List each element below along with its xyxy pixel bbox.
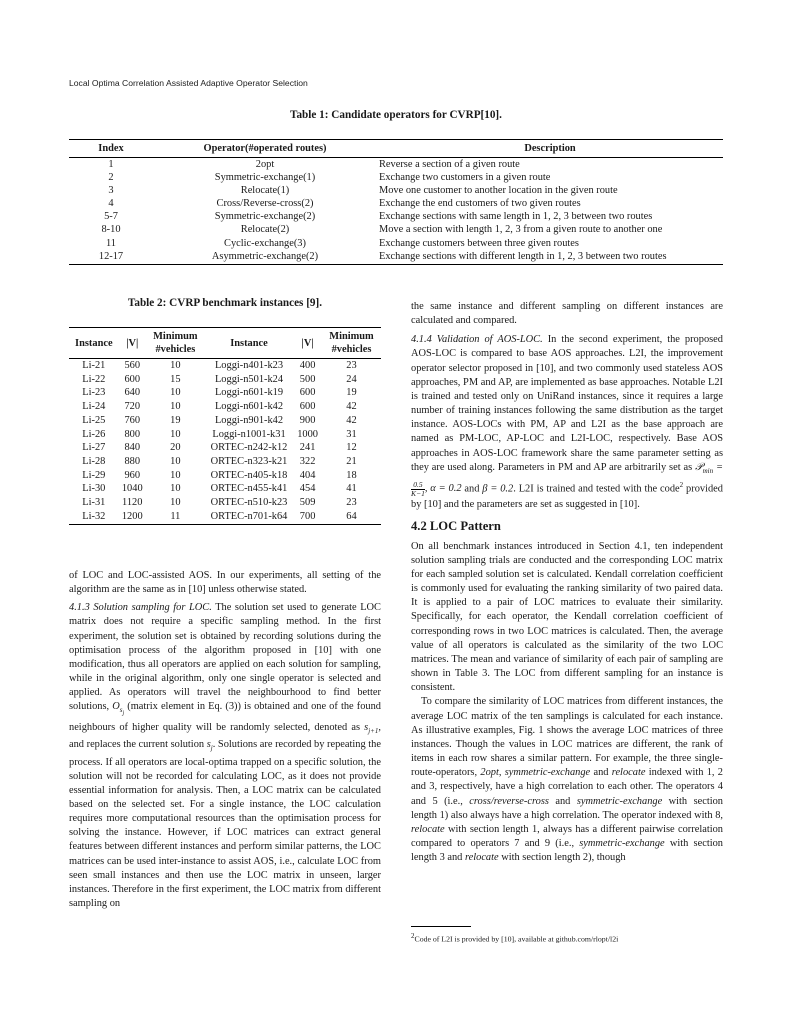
paragraph-text: with section length 3 and [411,837,723,864]
table2-cell: 600 [299,387,316,399]
paragraph-text: To compare the similarity of LOC matrices from different instances, the average LOC matrix of the ten samplings is calculated for each instance. As illustrative examples, Fig. 1 shows the average LOC matrices of three instances. Though the values in LOC matrices are different, the rank of items in each row shares a similar pattern. For example, the three single-route-operators, [411,696,723,779]
table2-cell: 509 [299,497,316,509]
table1-cell: Move one customer to another location in the given route [379,185,618,197]
table2-cell: ORTEC-n701-k64 [205,510,293,525]
table1-cell: 2opt [255,159,275,170]
fraction-denominator: K−1 [411,488,425,498]
table2-cell: 500 [299,373,316,385]
table2-cell: 700 [293,510,322,525]
table2-cell: Li-31 [82,497,106,509]
table2-cell: Loggi-n501-k24 [214,373,284,385]
table2-caption: Table 2: CVRP benchmark instances [9]. [127,297,323,309]
table2-cell: 241 [299,442,316,454]
table2-cell: 600 [124,373,141,385]
table2-cell: 720 [124,401,141,413]
footnote-mark: 2 [411,932,415,940]
table2-cell: ORTEC-n455-k41 [210,483,288,495]
table2-cell: Li-21 [82,360,106,371]
table2-cell: 23 [346,360,357,371]
table1-cell: Symmetric-exchange(1) [214,172,316,184]
operator-name: symmetric-exchange [576,795,663,807]
section-4-1-3 [69,601,381,911]
footnote-text: Code of L2I is provided by [10], available at github.com/rlopt/l2i [414,934,619,944]
table2-cell: 42 [346,414,357,426]
footnote [411,932,618,944]
table2-cell: 560 [124,360,141,371]
table1-cell: 5-7 [104,211,118,223]
operator-name: symmetric-exchange [504,767,591,779]
table2-cell: 24 [346,373,357,385]
math-sub: min [702,466,714,475]
table2-row [69,441,381,455]
table1-cell: 11 [105,237,116,249]
table2-cell: 840 [124,442,141,454]
table1-row [69,158,723,172]
table1-caption: Table 1: Candidate operators for CVRP[10]. [290,109,502,121]
table1-header-row [69,140,723,158]
table2-cell: 454 [299,483,316,495]
table2-cell: 10 [170,483,181,495]
table1-header-cell: Operator(#operated routes) [153,140,377,158]
footnote-mark: 2 [679,480,684,489]
section-4-2-paragraph: On all benchmark instances introduced in Section 4.1, ten independent solution sampling trials are conducted and the corresponding LOC matrix for each sampled solution set is calculated. Kendall correlation coefficient is commonly used for evaluating the ranking similarity of two paired data. It is applied to a pair of LOC matrices to evaluate their similarity. Specifically, for each operator, the Kendall correlation coefficient of corresponding rows in two LOC matrices is calculated. Then, the average value of all operators is calculated as the similarity of the two LOC matrices. The mean and variance of similarity of each pair of sampling are shown in Table 3. The LOC from different sampling for an instance is consistent. [411,540,723,694]
math-sub: j [210,744,213,753]
table2-cell: Li-27 [82,442,106,454]
paragraph-text: indexed with 1, 2 and 3, respectively, have a high correlation to each other. The operators 4 and 5 (i.e., [411,767,724,807]
operator-name: symmetric-exchange [579,837,665,849]
operator-name: cross/reverse-cross [469,795,549,807]
table2-cell: 10 [170,497,181,509]
table2-cell: Loggi-n1001-k31 [212,428,286,440]
table2-cell: 900 [299,414,316,426]
table1-row [69,171,723,184]
table1-row [69,237,723,250]
math-inline [112,701,125,717]
paragraph-text: . L2I is trained and tested with the code [513,483,680,495]
operator-name: relocate [611,767,646,779]
math-sub: s [119,706,123,715]
table2-cell: 19 [346,387,357,399]
operator-name: relocate [411,823,445,835]
table2-cell: 960 [124,469,141,481]
table1-cell: 8-10 [101,224,121,236]
table2-cell: Li-28 [82,455,106,467]
table1-cell: Exchange customers between three given routes [379,237,579,249]
footnote-rule [411,926,471,927]
left-paragraph: of LOC and LOC-assisted AOS. In our experiments, all setting of the algorithm are the same as in [10] unless otherwise stated. [69,570,381,596]
table2-row [69,386,381,400]
table2-row [69,455,381,469]
table2-cell: 20 [170,442,181,454]
math-symbol: s [206,739,211,751]
section-4-2-paragraph [411,695,723,865]
paragraph-text: provided by [10] and the parameters are set as suggested in [10]. [411,483,723,510]
operator-name: relocate [464,852,499,864]
table2 [69,327,381,525]
table1-row [69,223,723,236]
table2-cell: 1040 [121,483,143,495]
table2-cell: Loggi-n601-k19 [214,387,284,399]
paragraph-text: In the second experiment, the proposed AOS-LOC is compared to base AOS approaches. L2I, the improvement operator selector proposed in [10], and two commonly used stateless AOS approaches, PM and AP, are implemented as base approaches. Notable L2I is trained and tested only on UniRand instances, since it requires a large number of training instances following the same distribution as the target instance. AOS-LOCs with PM, AP and L2I as the base approach are named as PM-LOC, AP-LOC and L2I-LOC, respectively. Base AOS approaches in AOS-LOC framework share the same parameter setting as they are used along. Parameters in PM and AP are arbitrarily set as [411,334,723,473]
paragraph-text: , [498,767,505,779]
table2-cell: Li-23 [82,387,106,399]
table2-cell: ORTEC-n242-k12 [210,442,288,454]
table2-cell: 10 [170,401,181,413]
table1 [69,139,723,265]
paragraph-text: with section length 1, always has a different pairwise correlation compared to operators 7 and 9 (i.e., [411,823,723,849]
math-symbol: s [364,722,369,734]
table1-cell: Exchange sections with different length in 1, 2, 3 between two routes [377,250,723,265]
left-column [69,569,381,911]
right-paragraph: the same instance and different sampling on different instances are calculated and compared. [411,301,723,327]
table1-cell: 4 [108,198,114,210]
table1-row [69,184,723,197]
table2-cell: ORTEC-n510-k23 [210,497,288,509]
paragraph-text: with section length 1) also always have a high correlation. The operator indexed with 8, [411,795,723,821]
table1-cell: Cross/Reverse-cross(2) [216,198,314,210]
paragraph-text: . Solutions are recorded by repeating the process. If all operators are local-optima trapped on a specific solution, the solution will not be recorded for calculating LOC, as it does not provide essential information for analysis. Then, a LOC matrix can be calculated based on the selected set. For a single instance, the LOC calculation requires more computational resources than the optimisation process for solving the instance. However, if LOC matrices can extract general features between different instances and perform similar patterns, the LOC matrices can be used inter-instance to assist AOS, i.e., calculate LOC from seen small instances and then use the LOC matrix in unseen, larger instances. Therefore in the first experiment, the LOC matrix from different sampling on [69,739,381,910]
table2-row [69,373,381,387]
table2-row [69,482,381,496]
table1-cell: 3 [108,185,114,197]
table2-cell: 10 [170,469,181,481]
table2-row [69,359,381,373]
section-4-1-4 [411,333,723,511]
table2-cell: Li-29 [82,469,106,481]
table2-cell: 322 [299,455,316,467]
table1-cell: Exchange the end customers of two given routes [379,198,581,210]
math-beta: β = 0.2 [482,483,514,495]
table2-header-cell: Minimum #vehicles [322,328,381,359]
math-symbol: 𝒫 [695,461,703,473]
table1-cell: Cyclic-exchange(3) [224,237,306,249]
table1-cell: 12-17 [69,250,153,265]
table1-header-cell: Description [377,140,723,158]
table2-header-cell: |V| [119,328,146,359]
subsection-title: 4.1.4 Validation of AOS-LOC. [411,334,543,346]
running-head: Local Optima Correlation Assisted Adaptive Operator Selection [69,78,308,88]
math-symbol: O [112,701,120,713]
paragraph-text: and [590,767,612,779]
table2-cell: Li-30 [82,483,106,495]
fraction-numerator: 0.5 [411,481,425,490]
table2-cell: 11 [146,510,205,525]
table2-cell: 12 [346,442,357,454]
table2-cell: 15 [170,373,181,385]
table2-cell: ORTEC-n323-k21 [210,455,288,467]
operator-name: 2opt [480,767,499,779]
paragraph-text: The solution set used to generate LOC matrix does not require a specific sampling method. In the first experiment, the solution set is obtained by recording solutions during the optimisation process of the algorithm proposed in [10] with one modification, thus all operators are applied on each solution for sampling, while in the original algorithm, only one single operator is selected and applied. As operators will travel the neighbourhood to find better solutions, [69,602,381,713]
table2-cell: Loggi-n601-k42 [214,401,284,413]
table2-cell: 41 [346,483,357,495]
table2-cell: Li-24 [82,401,106,413]
table2-cell: Li-32 [69,510,119,525]
table2-cell: 19 [170,414,181,426]
math-inline: 𝒫$_{min}$ = $\frac{0.5}{K-1}$ , α = 0.2 [411,461,723,498]
table2-cell: 760 [124,414,141,426]
table2-row [69,469,381,483]
table2-cell: 10 [170,387,181,399]
table2-cell: 18 [346,469,357,481]
table2-cell: Loggi-n901-k42 [214,414,284,426]
table2-header-cell: Instance [69,328,119,359]
table2-cell: 10 [170,360,181,371]
table2-cell: Li-22 [82,373,106,385]
paragraph-text: with section length 2), though [498,852,626,864]
table1-row [69,210,723,223]
table2-cell: 1000 [297,428,318,440]
math-sub: j+1 [368,727,379,736]
table2-cell: Li-26 [82,428,106,440]
table2-row [69,428,381,442]
math-fraction [411,481,425,498]
table1-cell: Symmetric-exchange(2) [214,211,316,223]
math-subsub: j [122,710,125,717]
table1-cell: 2 [108,172,114,184]
table1-cell: Move a section with length 1, 2, 3 from a given route to another one [379,224,663,236]
table1-cell: Exchange sections with same length in 1, 2, 3 between two routes [379,211,653,223]
table1-cell: Relocate(2) [240,224,290,236]
paragraph-text: and [548,795,577,807]
paragraph-text: (matrix element in Eq. (3)) is obtained and one of the found neighbours of higher quality will be randomly selected, denoted as [69,701,381,734]
math-alpha: , α = 0.2 [424,483,462,495]
table1-row [69,197,723,210]
table2-cell: 42 [346,401,357,413]
table2-cell: 880 [124,455,141,467]
table2-header-cell: Instance [205,328,293,359]
table2-cell: Loggi-n401-k23 [214,360,284,371]
table2-header-row [69,328,381,359]
table1-header-cell: Index [69,140,153,158]
table2-cell: 64 [322,510,381,525]
table2-row [69,496,381,510]
math-inline [364,722,379,736]
subsection-title: 4.1.3 Solution sampling for LOC. [69,602,212,614]
table1-cell: 1 [108,159,114,170]
table2-cell: 10 [170,455,181,467]
paragraph-text: , and replaces the current solution [69,722,381,751]
table2-cell: 10 [170,428,181,440]
table2-row [69,414,381,428]
table2-header-cell: Minimum #vehicles [146,328,205,359]
table2-row [69,400,381,414]
table2-cell: 1200 [119,510,146,525]
table1-cell: Asymmetric-exchange(2) [153,250,377,265]
table2-cell: 640 [124,387,141,399]
table2-cell: 31 [346,428,357,440]
table2-cell: ORTEC-n405-k18 [210,469,288,481]
table2-cell: 404 [299,469,316,481]
table1-cell: Reverse a section of a given route [379,159,520,170]
right-column [411,300,723,865]
section-title: 4.2 LOC Pattern [411,518,501,533]
table2-cell: 1120 [122,497,143,509]
table2-row [69,510,381,525]
paragraph-text: and [464,483,483,495]
table2-cell: 23 [346,497,357,509]
table1-row [69,250,723,265]
table1-cell: Relocate(1) [240,185,290,197]
table2-cell: Li-25 [82,414,106,426]
table1-cell: Exchange two customers in a given route [379,172,551,184]
table2-header-cell: |V| [293,328,322,359]
table2-cell: 800 [124,428,141,440]
table2-cell: 400 [299,360,316,371]
table2-cell: 21 [346,455,357,467]
table2-cell: 600 [299,401,316,413]
